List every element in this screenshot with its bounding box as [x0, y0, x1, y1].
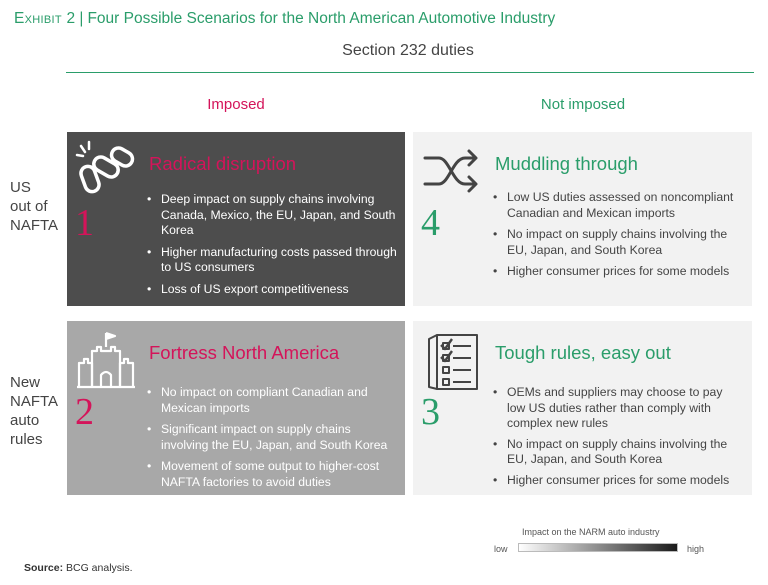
list-item: • Loss of US export competitiveness	[147, 282, 397, 298]
scenario-radical-disruption	[67, 132, 405, 306]
scenario-title: Radical disruption	[149, 153, 297, 174]
scenario-title: Tough rules, easy out	[495, 342, 671, 363]
list-item: • Low US duties assessed on noncompliant Canadian and Mexican imports	[493, 190, 744, 221]
broken-chain-icon	[75, 140, 137, 202]
list-item: • No impact on compliant Canadian and Mexican imports	[147, 385, 397, 416]
source-label: Source:	[24, 562, 64, 574]
scenario-title: Fortress North America	[149, 342, 340, 363]
list-item: • No impact on supply chains involving the EU, Japan, and South Korea	[493, 437, 744, 468]
scenario-number: 4	[421, 202, 440, 244]
list-item: • Deep impact on supply chains involving Canada, Mexico, the EU, Japan, and South Korea	[147, 192, 397, 239]
scenario-number: 2	[75, 391, 94, 433]
scenario-tough-rules-easy-out	[413, 321, 752, 495]
scenario-fortress-north-america	[67, 321, 405, 495]
source-note	[24, 562, 133, 574]
exhibit-title-text: Four Possible Scenarios for the North American Automotive Industry	[87, 10, 556, 27]
section-header: Section 232 duties	[342, 42, 474, 59]
scenario-muddling-through	[413, 132, 752, 306]
list-item: • Movement of some output to higher-cost NAFTA factories to avoid duties	[147, 459, 397, 490]
exhibit-title	[14, 10, 555, 28]
list-item: • Higher consumer prices for some models	[493, 473, 744, 489]
legend-gradient-bar	[518, 543, 678, 552]
checklist-icon	[421, 329, 483, 391]
scenario-title: Muddling through	[495, 153, 638, 174]
scenario-bullets	[147, 192, 397, 304]
row-label-line: auto	[10, 412, 40, 429]
legend-low-label: low	[494, 544, 508, 554]
row-label-line: NAFTA	[10, 393, 59, 410]
row-label-line: out of	[10, 198, 48, 215]
scenario-number: 3	[421, 391, 440, 433]
scenario-bullets	[493, 385, 744, 494]
row-label-us-out-of-nafta	[10, 178, 58, 235]
list-item: • Significant impact on supply chains involving the EU, Japan, and South Korea	[147, 422, 397, 453]
row-label-line: New	[10, 374, 41, 391]
list-item: • No impact on supply chains involving the EU, Japan, and South Korea	[493, 227, 744, 258]
section-divider	[66, 72, 754, 73]
source-text: BCG analysis.	[66, 562, 133, 574]
column-label-imposed: Imposed	[207, 96, 265, 113]
scenario-number: 1	[75, 202, 94, 244]
row-label-line: US	[10, 179, 31, 196]
list-item: • OEMs and suppliers may choose to pay low US duties rather than comply with complex new rules	[493, 385, 744, 432]
list-item: • Higher manufacturing costs passed through to US consumers	[147, 245, 397, 276]
fortress-icon	[75, 329, 137, 391]
column-label-not-imposed: Not imposed	[540, 96, 626, 113]
scenario-bullets	[147, 385, 397, 497]
title-separator: |	[79, 10, 84, 27]
row-label-new-nafta-rules	[10, 373, 58, 449]
row-label-line: NAFTA	[10, 217, 59, 234]
shuffle-arrows-icon	[421, 140, 483, 202]
exhibit-label: Exhibit 2	[14, 10, 76, 27]
legend-title: Impact on the NARM auto industry	[522, 527, 660, 537]
row-label-line: rules	[10, 431, 43, 448]
scenario-bullets	[493, 190, 744, 286]
list-item: • Higher consumer prices for some models	[493, 264, 744, 280]
legend-high-label: high	[687, 544, 705, 554]
